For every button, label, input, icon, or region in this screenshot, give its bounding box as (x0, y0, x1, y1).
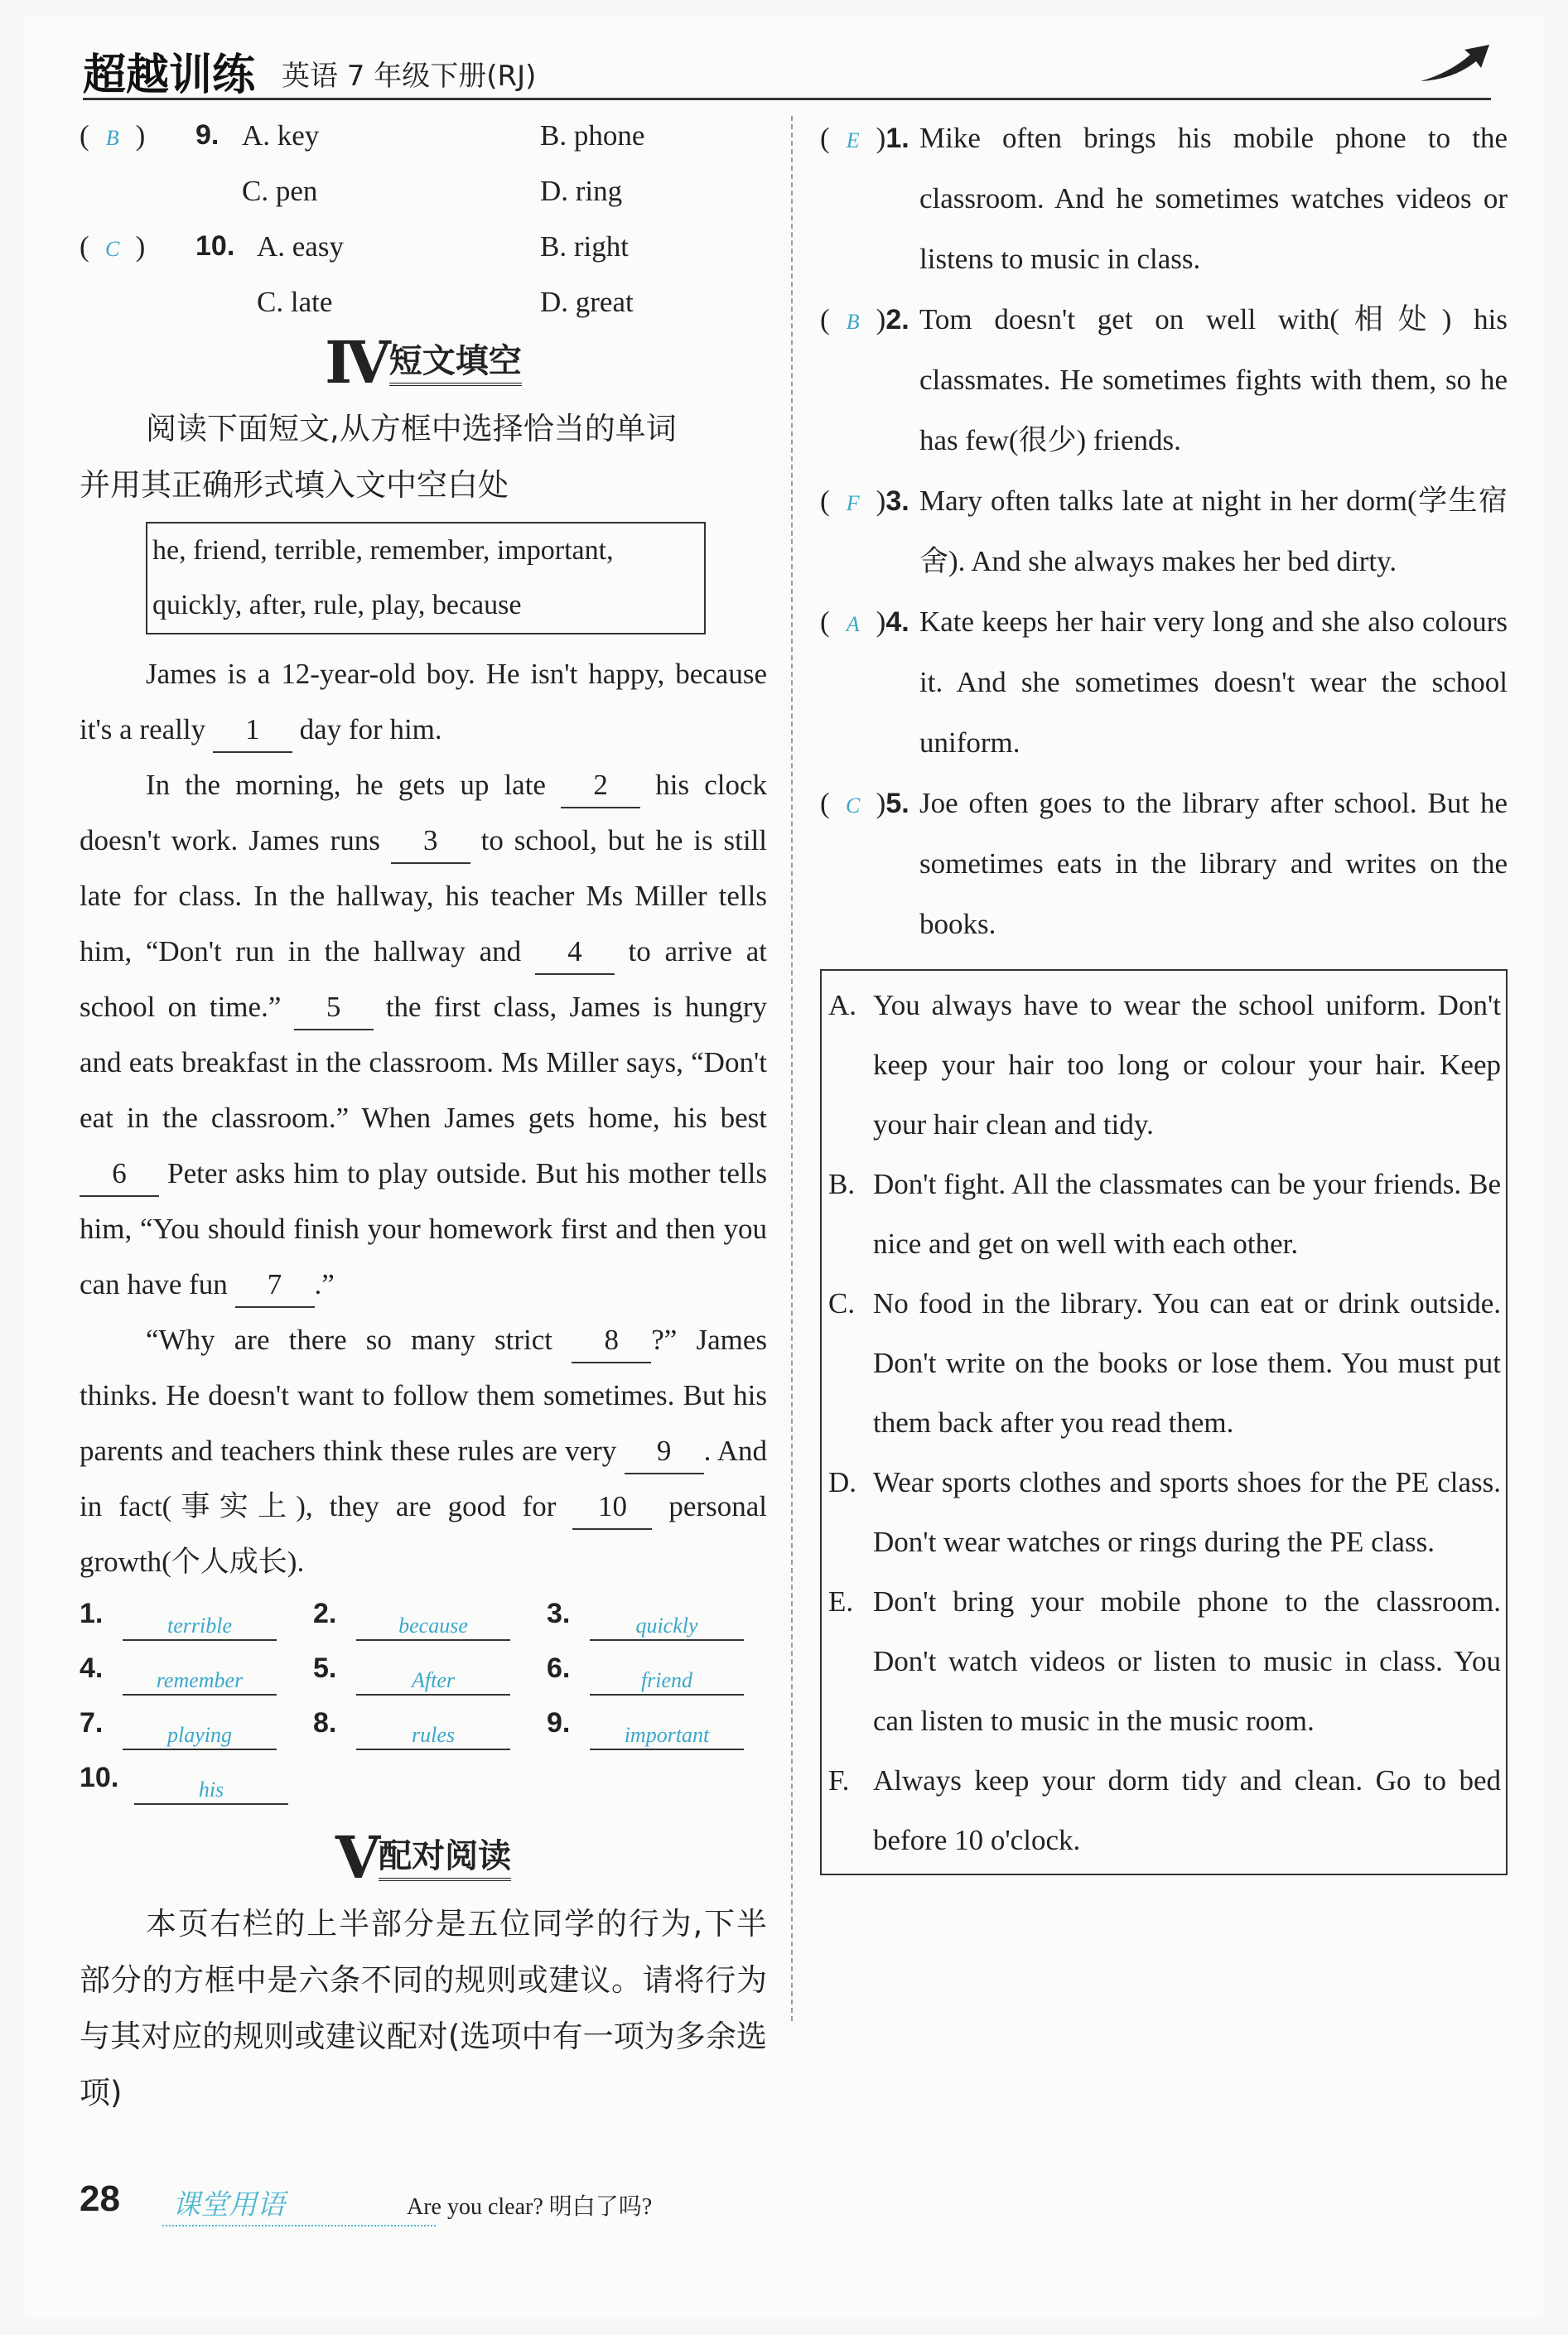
answer-row (80, 1762, 767, 1816)
left-column (80, 108, 767, 2121)
behavior-text: Tom doesn't get on well with(相处) his classmates. He sometimes fights with them, so he has few(很少) friends. (919, 303, 1508, 456)
rule-letter: A. (828, 989, 857, 1021)
rule-text: No food in the library. You can eat or drink outside. Don't write on the books or lose them. You must put them back after you read them. (873, 1287, 1501, 1439)
answer-mark: C (104, 237, 120, 261)
book-brand: 超越训练 (83, 51, 256, 100)
mc-question-9: ( B ) 9. A. key B. phone (80, 108, 767, 163)
mc-question-10: ( C ) 10. A. easy B. right (80, 219, 767, 274)
rule-text: Don't bring your mobile phone to the classroom. Don't watch videos or listen to music in class. You can listen to music in the music room. (873, 1585, 1501, 1737)
page-footer (80, 2175, 825, 2233)
answer-line[interactable]: friend (590, 1661, 744, 1696)
rule-text: Don't fight. All the classmates can be your friends. Be nice and get on well with each other. (873, 1168, 1501, 1260)
arrow-icon (1416, 40, 1491, 89)
section-number: Ⅳ (325, 328, 384, 397)
blank-8[interactable]: 8 (572, 1319, 651, 1363)
answer-line[interactable]: because (356, 1606, 510, 1641)
section-5-instruction: 本页右栏的上半部分是五位同学的行为,下半部分的方框中是六条不同的规则或建议。请将行为与其对应的规则或建议配对(选项中有一项为多余选项) (80, 1906, 767, 2111)
rule-text: You always have to wear the school uniform. Don't keep your hair too long or colour your hair. Keep your hair clean and tidy. (873, 989, 1501, 1141)
rules-box (820, 969, 1508, 1875)
passage-paragraph-2: In the morning, he gets up late 2 his clock doesn't work. James runs 3 to school, but he is still late for class. In the hallway, his teacher Ms Miller tells him, “Don't run in the hallway and 4 to arrive at school on time.” 5 the first class, James is hungry and eats breakfast in the classroom. Ms Miller says, “Don't eat in the classroom.” When James gets home, his best 6 Peter asks him to play outside. But his mother tells him, “You should finish your homework first and then you can have fun 7 .” (80, 757, 767, 1312)
answer-cell: 1. terrible (80, 1598, 295, 1630)
column-divider (791, 116, 793, 2021)
rule-letter: E. (828, 1585, 854, 1618)
section-number: Ⅴ (335, 1823, 374, 1892)
rule-text: Always keep your dorm tidy and clean. Go to bed before 10 o'clock. (873, 1764, 1501, 1856)
section-4-instruction-1: 阅读下面短文,从方框中选择恰当的单词 (146, 411, 677, 446)
option-d: D. ring (540, 175, 623, 207)
word-list-line-2: quickly, after, rule, play, because (152, 590, 522, 620)
mc-question-10-cd (80, 274, 767, 330)
answer-row (80, 1598, 767, 1652)
blank-6[interactable]: 6 (80, 1152, 159, 1197)
answer-mark: B (105, 126, 119, 150)
passage-paragraph-1: James is a 12-year-old boy. He isn't happy, because it's a really 1 day for him. (80, 646, 767, 757)
answer-mark: B (846, 310, 860, 334)
answer-grid (80, 1598, 767, 1816)
section-label: 短文填空 (389, 340, 522, 386)
rule-letter: B. (828, 1168, 856, 1200)
answer-row (80, 1652, 767, 1707)
rule-letter: C. (828, 1287, 856, 1319)
rule-item (828, 976, 1501, 1155)
footer-tag: 课堂用语 (172, 2188, 285, 2222)
answer-line[interactable]: important (590, 1715, 744, 1750)
page-number: 28 (80, 2178, 120, 2219)
right-column (820, 108, 1508, 1875)
rule-text: Wear sports clothes and sports shoes for the PE class. Don't wear watches or rings during the PE class. (873, 1466, 1501, 1558)
answer-cell: 7. playing (80, 1707, 295, 1739)
answer-mark: A (846, 612, 860, 636)
option-b: B. right (540, 230, 629, 263)
rule-letter: F. (828, 1764, 850, 1797)
answer-line[interactable]: his (134, 1770, 288, 1805)
answer-line[interactable]: After (356, 1661, 510, 1696)
behavior-item: ( B )2. Tom doesn't get on well with(相处) his classmates. He sometimes fights with them, so he has few(很少) friends. (820, 289, 1508, 470)
answer-line[interactable]: remember (123, 1661, 277, 1696)
question-number: 10. (195, 230, 235, 262)
answer-mark: C (845, 794, 861, 818)
answer-cell: 9. important (547, 1707, 762, 1739)
behavior-item: ( A )4. Kate keeps her hair very long and she also colours it. And she sometimes doesn't wear the school uniform. (820, 591, 1508, 773)
blank-5[interactable]: 5 (294, 986, 374, 1030)
rule-item (828, 1453, 1501, 1572)
mc-question-9-cd (80, 163, 767, 219)
behavior-text: Joe often goes to the library after school. But he sometimes eats in the library and writes on the books. (919, 787, 1508, 940)
option-a: A. easy (257, 230, 344, 263)
word-box (146, 522, 706, 634)
rule-letter: D. (828, 1466, 857, 1498)
answer-line[interactable]: playing (123, 1715, 277, 1750)
behavior-item: ( F )3. Mary often talks late at night in her dorm(学生宿舍). And she always makes her bed dirty. (820, 470, 1508, 591)
answer-cell: 2. because (313, 1598, 528, 1630)
answer-mark: F (846, 491, 860, 515)
option-c: C. late (257, 286, 333, 318)
section-label: 配对阅读 (379, 1835, 511, 1881)
section-4-instruction-2: 并用其正确形式填入文中空白处 (80, 467, 509, 503)
section-4-title (80, 330, 767, 401)
answer-cell: 3. quickly (547, 1598, 762, 1630)
rule-item (828, 1751, 1501, 1870)
answer-cell: 4. remember (80, 1652, 295, 1685)
answer-cell: 5. After (313, 1652, 528, 1685)
blank-3[interactable]: 3 (391, 819, 470, 864)
answer-line[interactable]: rules (356, 1715, 510, 1750)
rule-item (828, 1274, 1501, 1453)
behavior-item: ( C )5. Joe often goes to the library after school. But he sometimes eats in the library and writes on the books. (820, 773, 1508, 954)
option-a: A. key (242, 119, 320, 152)
answer-cell: 6. friend (547, 1652, 762, 1685)
blank-10[interactable]: 10 (572, 1485, 652, 1530)
answer-cell: 10. his (80, 1762, 295, 1794)
option-b: B. phone (540, 119, 645, 152)
word-list-line-1: he, friend, terrible, remember, important, (152, 535, 614, 566)
behavior-item: ( E )1. Mike often brings his mobile phone to the classroom. And he sometimes watches videos or listens to music in class. (820, 108, 1508, 289)
answer-line[interactable]: terrible (123, 1606, 277, 1641)
rule-item (828, 1572, 1501, 1751)
behavior-text: Kate keeps her hair very long and she also colours it. And she sometimes doesn't wear the school uniform. (919, 605, 1508, 759)
passage-paragraph-3: “Why are there so many strict 8 ?” James thinks. He doesn't want to follow them sometimes. But his parents and teachers think these rules are very 9 . And in fact(事实上), they are good for 10 personal growth(个人成长). (80, 1312, 767, 1590)
section-5-title (80, 1825, 767, 1896)
footer-divider (162, 2225, 436, 2226)
blank-7[interactable]: 7 (235, 1263, 315, 1308)
answer-cell: 8. rules (313, 1707, 528, 1739)
classroom-phrase: Are you clear? 明白了吗? (407, 2194, 653, 2220)
blank-9[interactable]: 9 (625, 1430, 704, 1474)
answer-row (80, 1707, 767, 1762)
blank-2[interactable]: 2 (561, 764, 640, 808)
answer-mark: E (846, 128, 860, 152)
page-header (83, 40, 1491, 100)
behavior-text: Mike often brings his mobile phone to the classroom. And he sometimes watches videos or listens to music in class. (919, 122, 1508, 275)
option-d: D. great (540, 286, 634, 318)
blank-4[interactable]: 4 (535, 930, 615, 975)
rule-item (828, 1155, 1501, 1274)
blank-1[interactable]: 1 (213, 708, 292, 753)
question-number: 9. (195, 119, 220, 151)
answer-line[interactable]: quickly (590, 1606, 744, 1641)
option-c: C. pen (242, 175, 318, 207)
book-subtitle: 英语 7 年级下册(RJ) (282, 60, 537, 93)
behavior-text: Mary often talks late at night in her dorm(学生宿舍). And she always makes her bed dirty. (919, 485, 1508, 577)
